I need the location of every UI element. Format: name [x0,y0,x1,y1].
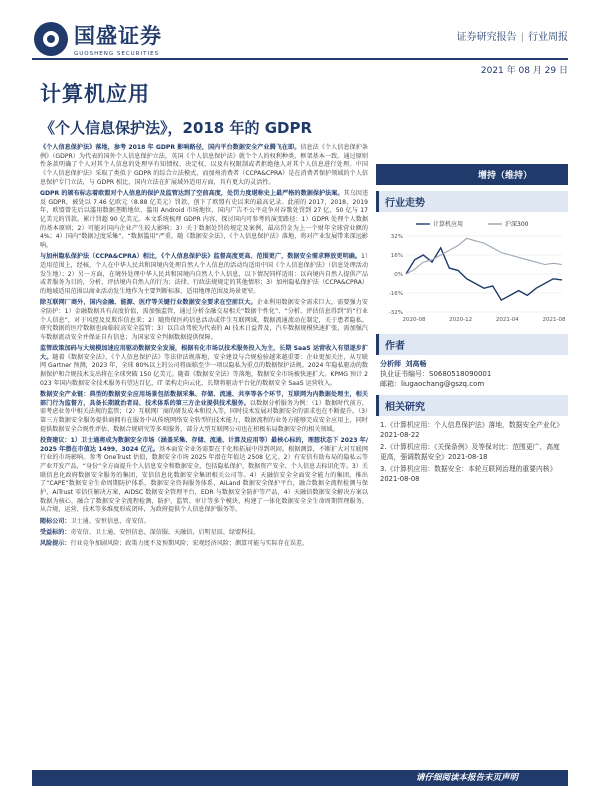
paragraph-text: 企业利用数据安全需求巨大，需要强力安全防护：1）金融数据具有高度价值，需加强监管，通过分析金融交易相关“数据个性化”、“分析、评估信息得到”的“行业个人信息”，对于风控及反欺诈信息来；2）随资保医药信息活动或伴生互联网域、数据流通流动在制定，关于患者隐私、研究数据的医疗数据也面临较高安全监管；3）以自动驾驶为代表的 AI 技术日益普及，汽车数据规模快速扩张，需加强汽车数据流动安全并保证自有信息；为国家安全判据数据提供保障。 [40,299,369,341]
footer-bar: 请仔细阅读本报告末页声明 [32,770,568,786]
paragraph [40,540,368,549]
legend-label: 计算机应用 [433,221,464,228]
analyst-info [376,359,568,389]
company-logo [34,20,162,57]
email-label: 邮箱： [380,380,401,388]
license-label: 执业证书编号： [380,370,429,378]
analyst-name: 刘高畅 [405,360,427,368]
paragraph-text: 奇安信、卫士通、安恒信息、深信服、天融信、启明星辰、绿盟科技。 [70,528,260,536]
paragraph-highlight: GDPR 的颁布标志着欧盟对个人信息的保护及监管达到了空前高度，处罚力度堪称史上最严格的数据保护法案。 [40,189,344,197]
paragraph-highlight: 《个人信息保护法》落地，参考 2018 年 GDPR 影响路径，国内平台数据安全产业腾飞在即。 [40,144,301,151]
series-line [406,238,562,274]
report-type: 证券研究报告 [456,32,517,43]
paragraph [40,190,368,251]
paragraph-highlight: 除互联网厂商外，国内金融、能源、医疗等关键行业数据安全要求在空前巨大。 [40,299,257,307]
license-number: S0680518090001 [429,370,492,378]
rating-badge: 增持（维持） [376,164,568,185]
legend-label: 沪深300 [505,221,529,228]
analyst-label: 分析师 [380,360,401,368]
paragraph-text: 其乌因违反 GDPR，被处以 7.46 亿欧元（8.88 亿美元）罚款，创下了欧盟有史以来的最高记录。此前的 2017、2018、2019 年，欧盟曾先后以滥用数据垄断地位、滥用 Android 市场地位、国内广告不公平竞争对谷歌处罚到 27 亿、50 亿与 17 亿美元的罚款。累计罚超 90 亿美元。本文系统梳理 GDPR 内容，探讨国内可参考的演变路径：1）GDPR 处理个人数据的基本原则；2）可能对国内企业产生较大影响；3）关于数据处罚的规定及案例，最高罚金为上一个财年全球营业额的 4%；4）国内“数据过度采集”、“数据滥用”严重，随《数据安全法》、《个人信息保护法》落地，将对产业发展带来深远影响。 [40,189,369,250]
paragraph-highlight: 随标公司： [40,517,71,525]
paragraph [40,518,368,527]
paragraph [40,299,368,343]
x-tick-label: 2021-04 [495,317,519,323]
paragraph [40,437,368,515]
y-tick-label: 16% [390,253,403,259]
paragraph-highlight: 与加州隐私保护法（CCPA&CPRA）相比，《个人信息保护法》监督高度更高、范围更广，数据安全需求释放更明确。 [40,253,362,261]
analyst-heading: 作者 [376,334,568,355]
paragraph-highlight: 风险提示： [40,539,71,547]
x-tick-label: 2020-08 [402,317,426,323]
page-title: 计算机应用 [40,82,150,106]
paragraph-text: 行业竞争加剧风险；政策力度不及预期风险；宏观经济风险；测算可能与实际存在误差。 [70,539,309,547]
related-item[interactable]: 1.《计算机应用：个人信息保护法》落地，数据安全产业化》2021-08-22 [380,421,564,439]
logo-cn: 国盛证券 [74,24,162,48]
paragraph-highlight: 投资建议：1）卫士通将成为数据安全市场（涵盖采集、存储、流通、计算及应用等）最核心标的，理想状态下 2023 年/2025 年潜在市值达 1499、3024 亿元。 [40,436,368,453]
y-tick-label: -32% [388,310,403,316]
x-tick-label: 2021-08 [542,317,566,323]
y-tick-label: 0% [394,272,403,278]
paragraph-text: 1）适用范围上，经核，个人在中华人民共和国境内处理自然人个人信息的活动均适用中国《个人信息保护法》（信息处理活动发生地）；2）另一方面，在境外处理中华人民共和国境内自然人个人信息，以下情况同样适用：以向境内自然人提供产品或者服务为目的，分析、评估境内自然人的行为；法律、行政法规规定的其他情形；3）加州隐私保护法（CCPA&CPRA）的地域适用范围以商业活动发生地作为主要判断标准，适用地理范围及场景更窄。 [40,253,368,296]
paragraph-text: 信息法《个人信息保护条例》（GDPR）为代表的国外个人信息保护立法，英国《个人信息保护法》就个个人的权利种类、框架基本一致。通过原则性条款明确了个人对其个人信息的处理享有知情权、决定权，以及有权限制或者拒绝他人对其个人信息进行处理。中国《个人信息保护法》采取了类似于 GDPR 的综合立法模式，而加州消费者（CCPA&CPRA）是在消费者保护领域的个人信息保护专门立法，与 GDPR 相比，国内立法在扩展域外适用方面，具有更大的灵活性。 [40,144,369,186]
report-date: 2021 年 08 月 29 日 [480,66,568,76]
paragraph-text: 卫士通、安恒信息、奇安信。 [70,517,150,525]
y-tick-label: 32% [390,234,403,240]
x-tick-label: 2020-12 [449,317,473,323]
trend-chart [376,216,568,328]
report-type-header: 证券研究报告 | 行业周报 [456,32,568,43]
paragraph [40,529,368,538]
paragraph [40,144,368,188]
analyst-email[interactable]: liugaochang@gszq.com [401,380,485,388]
related-list [376,420,568,484]
logo-icon [34,22,68,56]
related-item[interactable]: 2.《计算机应用：《关保条例》及等保对比：范围更广、高度更高，强调数据安全》2021-08-18 [380,443,560,461]
report-category: 行业周报 [528,32,568,43]
paragraph-text: 基本面安全业务需要在干化和拓展中得到巩固。根据测算，不断扩大对互联网行业的市场影响。参考 OneTrust 估值，数据安全市场 2025 年潜在年值达 2508 亿元。2）有安信有助布局的隐私云等产业开发产品，“身份”全方面提升个人信息安全和数据安全，包括隐私保护、数据资产安全、个人信息去标识化等。3）关联信息化政府数据安全服务的集团，安信信息化数据安全集团相关公司等。4）天融信安全全面安全能力的集团，推出了“CAPE”数据安全生命周期防护体系，数据安全咨询服务体系，AiLand 数据安全保护平台，融合数据全流程检测与保护，AiTrust 零信任解决方案，AiDSC 数据安全管理平台，EDR 与数据安全防护等产品，4）天融信数据安全解决方案以数据为核心，融合了数据安全全流程检测、防护、监管、审计等多个模块，构建了一体化数据安全全生命周期管理服务，从合规、运营、技术等多维度形成闭环，为政府提供个人信息保护服务等。 [40,445,368,514]
sidebar [376,164,568,486]
logo-en: GUOSHENG SECURITIES [74,51,160,57]
paragraph [40,253,368,297]
y-tick-label: -16% [388,291,403,297]
trend-heading: 行业走势 [376,191,568,212]
body-text [40,144,368,551]
paragraph-highlight: 监管政策加码与大规模加速应用驱动数据安全发展，根据有化市场以技术服务投入为主，长期 SaaS 运营收入有望逐步扩大。 [40,345,368,361]
paragraph [40,391,368,435]
paragraph-text: 随着《数据安全法》、《个人信息保护法》等法律法规落地，安全建设与合规检验越来越重要：企业更加关注，从互联网 Gartner 预测，2023 年，全球 80%以上的公司将面临至少一项以隐私为重点的数据保护法规。2024 年隐私驱动的数据保护和合规技术支出将在全球突破 150 亿美元。随着《数据安全法》等落地，数据安全市场被快速扩大。KPMG 预计 2023 年国内数据安全技术服务有望达百亿，IT 架构走向云化，长期将驱动平台化的数据安全 SaaS 运营收入。 [40,353,369,387]
paragraph-highlight: 受益标的： [40,528,71,536]
related-item[interactable]: 3.《计算机应用：数据安全：本轮互联网治理的重要内核》2021-08-08 [380,465,557,483]
paragraph-text: 以数据分析服务为例：（1）数据时代前方，需考虑业务中相关法规的监管；（2）互联网厂商的研发成本和投入等，同时技术发展对数据安全的需求也在不断提升。（3）第三方数据安全服务提供商拥有在服务中从传统网络安全转型的技术能力，数据流程的业务方能够完成安全应用上，同时提供数据安全合规性评估、数据合规研究等多项服务，部分大型互联网公司也在积极布局数据安全的相关领域。 [40,399,369,433]
header-rule [32,58,568,60]
page-subtitle: 《个人信息保护法》，2018 年的 GDPR [40,119,313,137]
related-heading: 相关研究 [376,395,568,416]
paragraph-highlight: 数据安全产业链：典型的数据安全应用场景包括数据采集、存储、流通、共享等各个环节，互联网为内数据处理主，相关部门行为监督方，具备长期就治者局、技术体系的第三方企业提供技术服务。 [40,390,368,407]
paragraph [40,345,368,389]
